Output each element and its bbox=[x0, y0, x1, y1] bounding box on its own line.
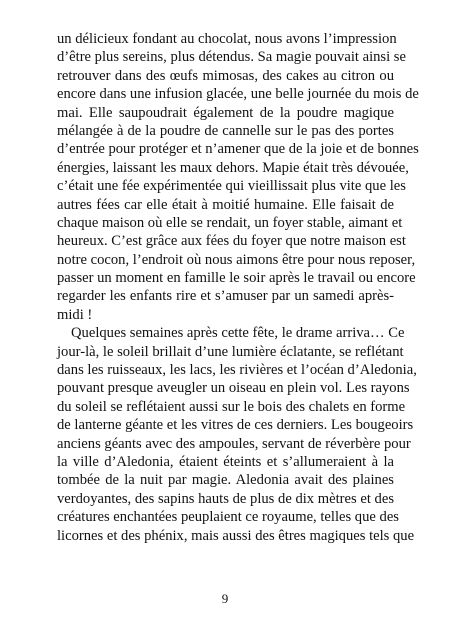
text-line: pouvant presque aveugler un oiseau en plein vol. Les rayons bbox=[57, 380, 410, 397]
text-line: dans les ruisseaux, les lacs, les rivières et l’océan d’Aledonia, bbox=[57, 362, 417, 379]
page-number: 9 bbox=[221, 591, 229, 606]
text-line: retrouver dans des œufs mimosas, des cakes au citron ou bbox=[57, 67, 394, 84]
text-line: un délicieux fondant au chocolat, nous avons l’impression bbox=[57, 31, 397, 47]
text-line: c’était une fée expérimentée qui vieillissait plus vite que les bbox=[57, 178, 406, 195]
text-line: passer un moment en famille le soir après le travail ou encore bbox=[57, 270, 416, 287]
text-line: d’être plus sereins, plus détendus. Sa magie pouvait ainsi se bbox=[57, 49, 406, 66]
text-line: d’entrée pour protéger et n’amener que de la joie et de bonnes bbox=[57, 141, 419, 158]
text-line: tombée de la nuit par magie. Aledonia avait des plaines bbox=[57, 472, 394, 489]
text-line: midi ! bbox=[57, 306, 93, 323]
text-line: autres fées car elle était à moitié humaine. Elle faisait de bbox=[57, 196, 394, 213]
text-line: anciens géants avec des ampoules, servant de réverbère pour bbox=[57, 435, 411, 452]
text-line: jour-là, le soleil brillait d’une lumière éclatante, se reflétant bbox=[57, 343, 404, 360]
text-line: heureux. C’est grâce aux fées du foyer que notre maison est bbox=[57, 233, 406, 250]
text-line: du soleil se reflétaient aussi sur le bois des chalets en forme bbox=[57, 398, 406, 415]
text-line: licornes et des phénix, mais aussi des êtres magiques tels que bbox=[57, 527, 415, 544]
body-text bbox=[57, 30, 419, 545]
text-line: créatures enchantées peuplaient ce royaume, telles que des bbox=[57, 509, 399, 526]
text-line: Quelques semaines après cette fête, le drame arriva… Ce bbox=[71, 325, 405, 342]
text-line: la ville d’Aledonia, étaient éteints et s’allumeraient à la bbox=[57, 453, 394, 470]
text-line: énergies, laissant les maux dehors. Mapie était très dévouée, bbox=[57, 159, 409, 176]
text-line: notre cocon, l’endroit où nous aimons être pour nous reposer, bbox=[57, 251, 416, 268]
text-line: chaque maison où elle se rendait, un foyer stable, aimant et bbox=[57, 214, 403, 231]
text-line: de lanterne géante et les vitres de ces derniers. Les bougeoirs bbox=[57, 417, 414, 434]
text-line: encore dans une infusion glacée, une belle journée du mois de bbox=[57, 86, 419, 103]
text-line: mélangée à de la poudre de cannelle sur le pas des portes bbox=[57, 122, 394, 139]
text-line: verdoyantes, des sapins hauts de plus de dix mètres et des bbox=[57, 490, 394, 507]
text-line: mai. Elle saupoudrait également de la poudre magique bbox=[57, 104, 394, 121]
text-line: regarder les enfants rire et s’amuser par un samedi après- bbox=[57, 288, 394, 305]
